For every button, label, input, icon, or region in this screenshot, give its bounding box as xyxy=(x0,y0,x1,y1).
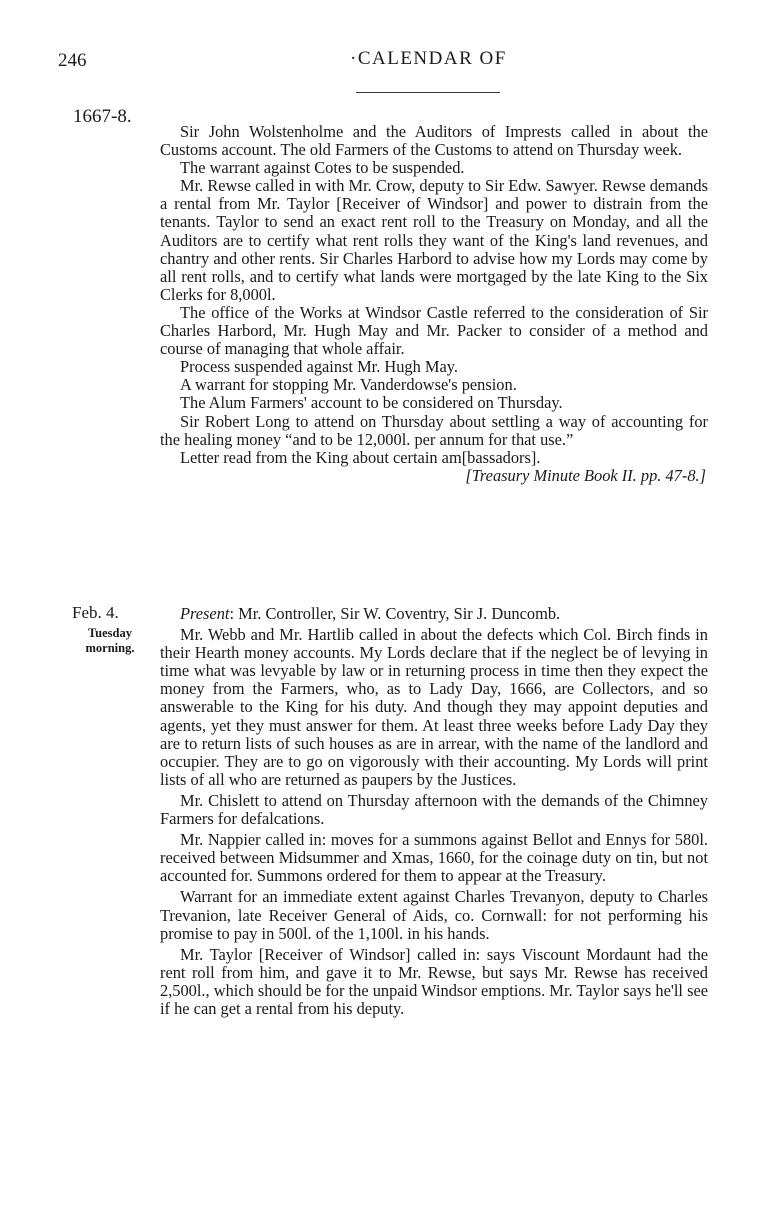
paragraph: Sir Robert Long to attend on Thursday about settling a way of accounting for the healing money “and to be 12,000l. per annum for that use.” xyxy=(160,411,708,449)
year-label: 1667-8. xyxy=(73,106,132,127)
paragraph: Process suspended against Mr. Hugh May. xyxy=(180,357,458,377)
present-label: Present xyxy=(180,604,230,623)
paragraph: Letter read from the King about certain am[bassadors]. xyxy=(180,447,541,467)
paragraph: Mr. Webb and Mr. Hartlib called in about the defects which Col. Birch finds in their Hearth money accounts. My Lords declare that if the neglect be of levying in time what was levyable by law or in returning process in time then they expect the money from the Farmers, who, as to Lady Day, 1666, are Collectors, and so answerable to the King for his duty. And though they may appoint deputies and agents, yet they must answer for them. At least three weeks before Lady Day they are to return lists of such houses as are in arrear, with the name of the landlord and occupier. They are to go on vigorously with their accounting. My Lords will print lists of all who are returned as paupers by the Justices. xyxy=(160,625,708,789)
margin-time: morning. xyxy=(85,641,135,655)
running-head: ·CALENDAR OF xyxy=(350,48,507,69)
margin-day: Tuesday xyxy=(87,626,132,640)
paragraph: Mr. Taylor [Receiver of Windsor] called in: says Viscount Mordaunt had the rent roll from him, and gave it to Mr. Rewse, but says Mr. Rewse has received 2,500l., which should be for the unpaid Windsor emptions. Mr. Taylor says he'll see if he can get a rental from his deputy. xyxy=(160,944,708,1018)
page-number: 246 xyxy=(58,50,87,71)
paragraph: Warrant for an immediate extent against Charles Trevanyon, deputy to Charles Trevanion, late Receiver General of Aids, co. Cornwall: for not performing his promise to pay in 500l. of the 1,100l. in his hands. xyxy=(160,887,708,943)
paragraph: A warrant for stopping Mr. Vanderdowse's pension. xyxy=(180,375,517,395)
paragraph: The warrant against Cotes to be suspended. xyxy=(180,158,465,178)
paragraph: The office of the Works at Windsor Castle referred to the consideration of Sir Charles Harbord, Mr. Hugh May and Mr. Packer to consider of a method and course of managing that whole affair. xyxy=(160,302,708,359)
paragraph: Mr. Rewse called in with Mr. Crow, deputy to Sir Edw. Sawyer. Rewse demands a rental from Mr. Taylor [Receiver of Windsor] and power to distrain from the tenants. Taylor to send an exact rent roll to the Treasury on Monday, and all the Auditors are to certify what rent rolls they want of the King's land revenues, and chantry and other rents. Sir Charles Harbord to advise how my Lords may come by all rent rolls, and to certify what lands were mortgaged by the late King to the Six Clerks for 8,000l. xyxy=(160,176,708,304)
top-entry-block xyxy=(160,123,708,485)
margin-date: Feb. 4. xyxy=(72,603,119,622)
feb-4-entry-block xyxy=(160,605,708,1021)
paragraph: Mr. Nappier called in: moves for a summons against Bellot and Ennys for 580l. received between Midsummer and Xmas, 1660, for the coinage duty on tin, but not accounted for. Summons ordered for them to appear at the Treasury. xyxy=(160,830,708,886)
present-names: : Mr. Controller, Sir W. Coventry, Sir J. Duncomb. xyxy=(229,604,561,623)
source-citation: [Treasury Minute Book II. pp. 47-8.] xyxy=(465,465,706,485)
paragraph: Sir John Wolstenholme and the Auditors of Imprests called in about the Customs account. The old Farmers of the Customs to attend on Thursday week. xyxy=(160,122,708,160)
header-rule xyxy=(356,92,500,93)
present-line xyxy=(160,605,708,623)
paragraph: The Alum Farmers' account to be considered on Thursday. xyxy=(180,393,563,413)
paragraph: Mr. Chislett to attend on Thursday afternoon with the demands of the Chimney Farmers for defalcations. xyxy=(160,790,708,829)
